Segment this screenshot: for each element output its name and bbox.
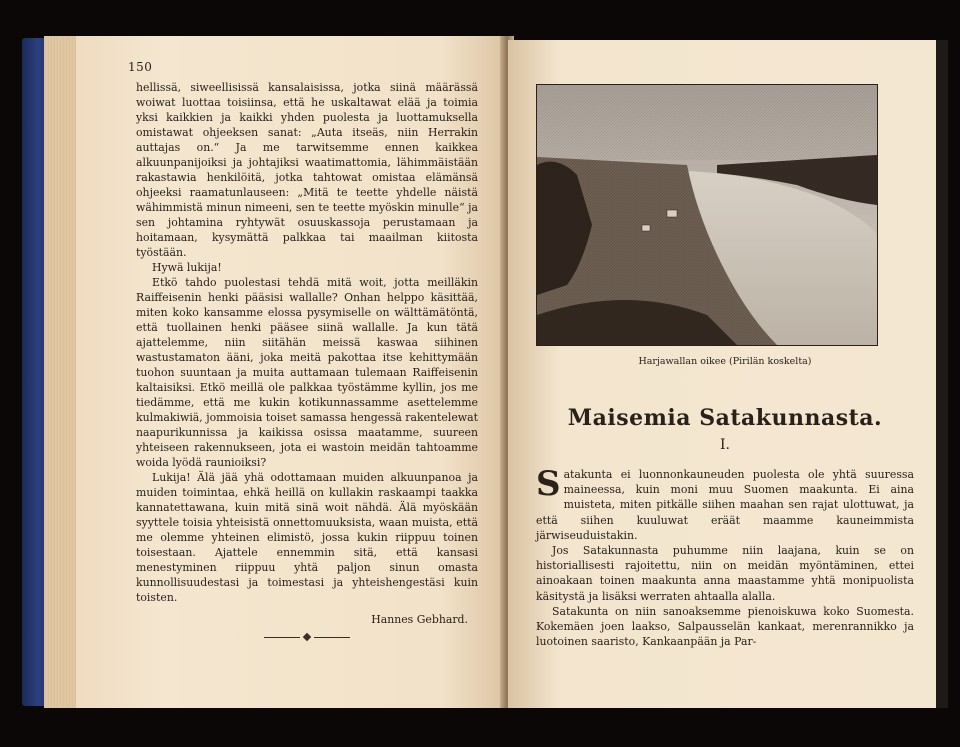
paragraph-address: Hywä lukija! [152,261,222,274]
section-number: I. [720,437,730,453]
paragraph-overview: Satakunta on niin sanoaksemme pienoiskuwa koko Suomesta. Kokemäen joen laakso, Salpausselän kankaat, merenrannikko ja luotoinen saaristo, Kankaanpään ja Par- [536,604,914,649]
paragraph-opening-text: atakunta ei luonnonkauneuden puolesta ole yhtä suuressa maineessa, kuin moni muu Suomen maakunta. Ei aina muisteta, miten pitkälle siihen maahan sen rajat ulottuwat, ja että siihen kuuluwat eräät maamme kauneimmista järwiseuduistakin. [536,468,914,542]
paragraph-intro: hellissä, siweellisissä kansalaisissa, jotka siinä määrässä woiwat luottaa toisiinsa, että he uskaltawat elää ja toimia yksi kaikkien ja kaikki yhden puolesta ja luottamuksella omistawat ohjeeksen sanat: „Auta itseäs, niin Herrakin auttajas on.“ Ja me tarwitsemme ennen kaikkea alkuunpanijoiksi ja johtajiksi waatimattomia, lähimmäistään rakastawia henkilöitä, jotka tahtowat omistaa elämänsä ohjeeksi raamatunlauseen: „Mitä te teette yhdelle näistä wähimmistä minun nimeeni, sen te teette myöskin minulle“ ja sen johtamina ryhtywät osuuskassoja perustamaan ja hoitamaan, kysymättä palkkaa tai maailman kiitosta työstään. [136,81,478,259]
page-number: 150 [128,60,153,74]
ornament-line [314,637,350,638]
paragraph-history: Jos Satakunnasta puhumme niin laajana, kuin se on historiallisesti rajoitettu, niin on meidän myöntäminen, ettei ainoakaan toinen maakunta anna maastamme yhtä monipuolista käsitystä ja lisäksi werraten ahtaalla alalla. [536,544,914,603]
section-ornament [136,634,478,640]
ornament-line [264,637,300,638]
river-landscape-illustration [536,84,878,346]
right-page [508,40,940,708]
drop-cap: S [536,464,561,504]
paragraph-appeal: Etkö tahdo puolestasi tehdä mitä woit, jotta meilläkin Raiffeisenin henki pääsisi wallalle? Onhan helppo käsittää, miten koko kansamme elossa pysymiselle on wälttämätöntä, että tuollainen henki pääsee siinä wallalle. Ja kun tätä ajattelemme, niin siitähän meissä kaswaa siihinen wastustamaton ääni, joka meitä pakottaa itse kehittymään tuohon suuntaan ja muita auttamaan tulemaan Raiffeisenin kaltaisiksi. Etkö meillä ole palkkaa työstämme kyllin, jos me tiedämme, että me kukin kotikunnassamme asettelemme kulmakiwiä, jommoisia toiset samassa hengessä rakentelewat naapurikunnissa ja kaikissa osissa maatamme, suureen yhteiseen rakennukseen, jota ei wastoin meidän tahtoamme woida lyödä raunioiksi? [136,276,478,469]
chapter-title: Maisemia Satakunnasta. [567,405,883,431]
page-edges [44,36,80,708]
illustration-caption: Harjawallan oikee (Pirilän koskelta) [638,356,812,367]
right-page-edge [936,40,948,708]
author-signature: Hannes Gebhard. [371,613,468,626]
left-page [76,36,506,708]
paragraph-closing: Lukija! Älä jää yhä odottamaan muiden alkuunpanoa ja muiden toimintaa, ehkä heillä on kullakin raskaampi taakka kannatettawana, kuin mitä sinä woit nähdä. Älä myöskään syyttele toisia yhteisistä onnettomuuksista, waan muista, että me olemme yhteinen elimistö, jossa kukin riippuu toinen toisestaan. Ajattele ennemmin sitä, että kansasi menestyminen riippuu yhtä paljon sinun omasta kunnollisuudestasi ja toimestasi ja yhteishengestäsi kuin toisten. [136,471,478,604]
ornament-diamond-icon [303,633,311,641]
paragraph-opening [536,464,914,543]
